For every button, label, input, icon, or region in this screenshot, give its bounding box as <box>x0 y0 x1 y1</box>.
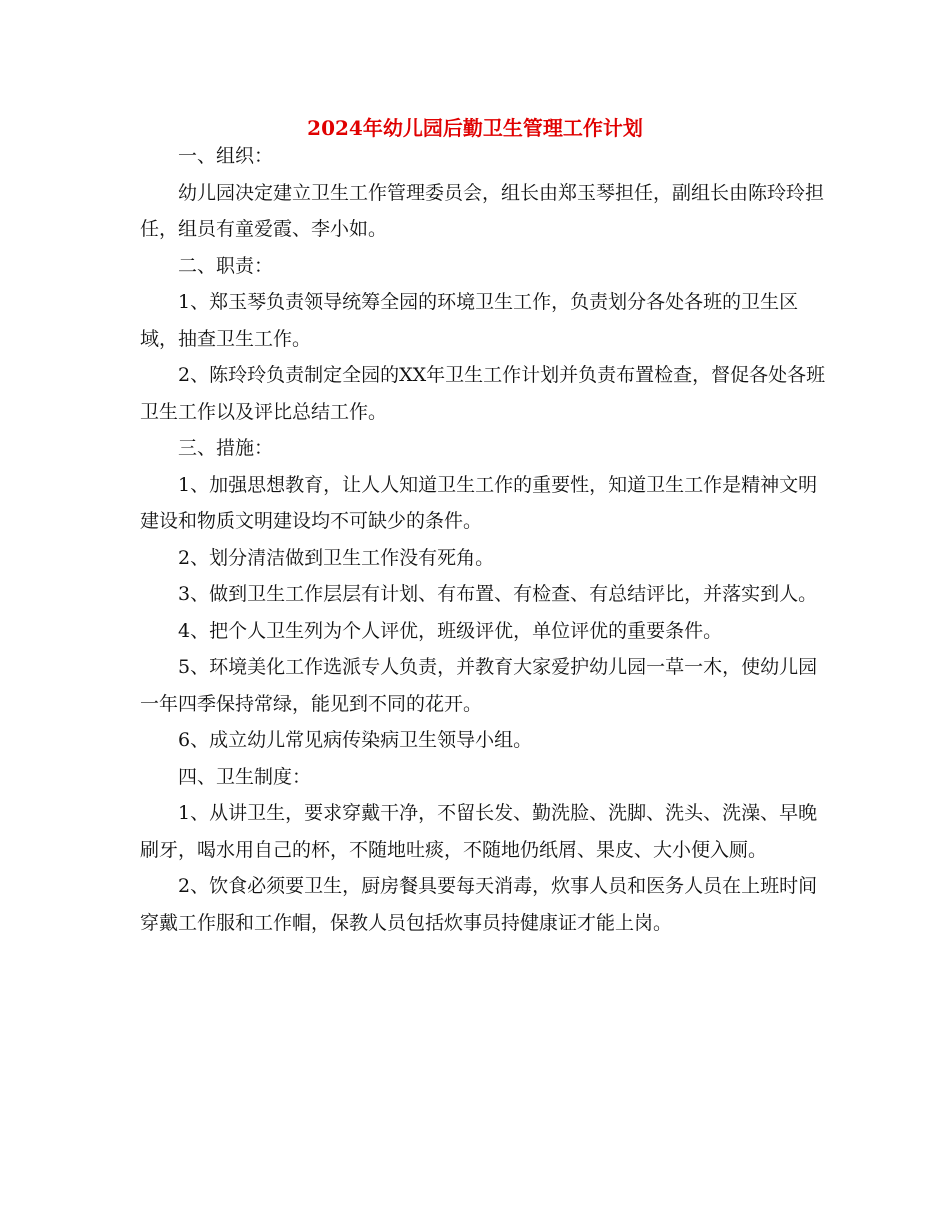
paragraph: 5、环境美化工作选派专人负责，并教育大家爱护幼儿园一草一木，使幼儿园一年四季保持常绿，能见到不同的花开。 <box>140 656 818 715</box>
paragraph: 1、从讲卫生，要求穿戴干净，不留长发、勤洗脸、洗脚、洗头、洗澡、早晚刷牙，喝水用自己的杯，不随地吐痰，不随地仍纸屑、果皮、大小便入厕。 <box>140 802 818 861</box>
paragraph: 1、加强思想教育，让人人知道卫生工作的重要性，知道卫生工作是精神文明建设和物质文明建设均不可缺少的条件。 <box>140 473 818 532</box>
paragraph: 2、饮食必须要卫生，厨房餐具要每天消毒，炊事人员和医务人员在上班时间穿戴工作服和工作帽，保教人员包括炊事员持健康证才能上岗。 <box>140 875 818 934</box>
paragraph: 2、划分清洁做到卫生工作没有死角。 <box>178 546 495 569</box>
document-body <box>140 138 830 941</box>
paragraph: 1、郑玉琴负责领导统筹全园的环境卫生工作，负责划分各处各班的卫生区域，抽查卫生工作。 <box>140 291 799 350</box>
section-heading: 一、组织： <box>178 145 274 167</box>
paragraph: 幼儿园决定建立卫生工作管理委员会，组长由郑玉琴担任，副组长由陈玲玲担任，组员有童爱霞、李小如。 <box>140 181 825 240</box>
paragraph: 6、成立幼儿常见病传染病卫生领导小组。 <box>178 729 533 751</box>
paragraph: 3、做到卫生工作层层有计划、有布置、有检查、有总结评比，并落实到人。 <box>178 583 818 605</box>
section-heading: 四、卫生制度： <box>178 765 312 788</box>
section-heading: 三、措施： <box>178 437 274 459</box>
document-title: 2024年幼儿园后勤卫生管理工作计划 <box>307 116 643 140</box>
paragraph: 4、把个人卫生列为个人评优，班级评优，单位评优的重要条件。 <box>178 619 723 642</box>
paragraph: 2、陈玲玲负责制定全园的XX年卫生工作计划并负责布置检查，督促各处各班卫生工作以及评比总结工作。 <box>140 364 826 423</box>
section-heading: 二、职责： <box>178 254 274 277</box>
